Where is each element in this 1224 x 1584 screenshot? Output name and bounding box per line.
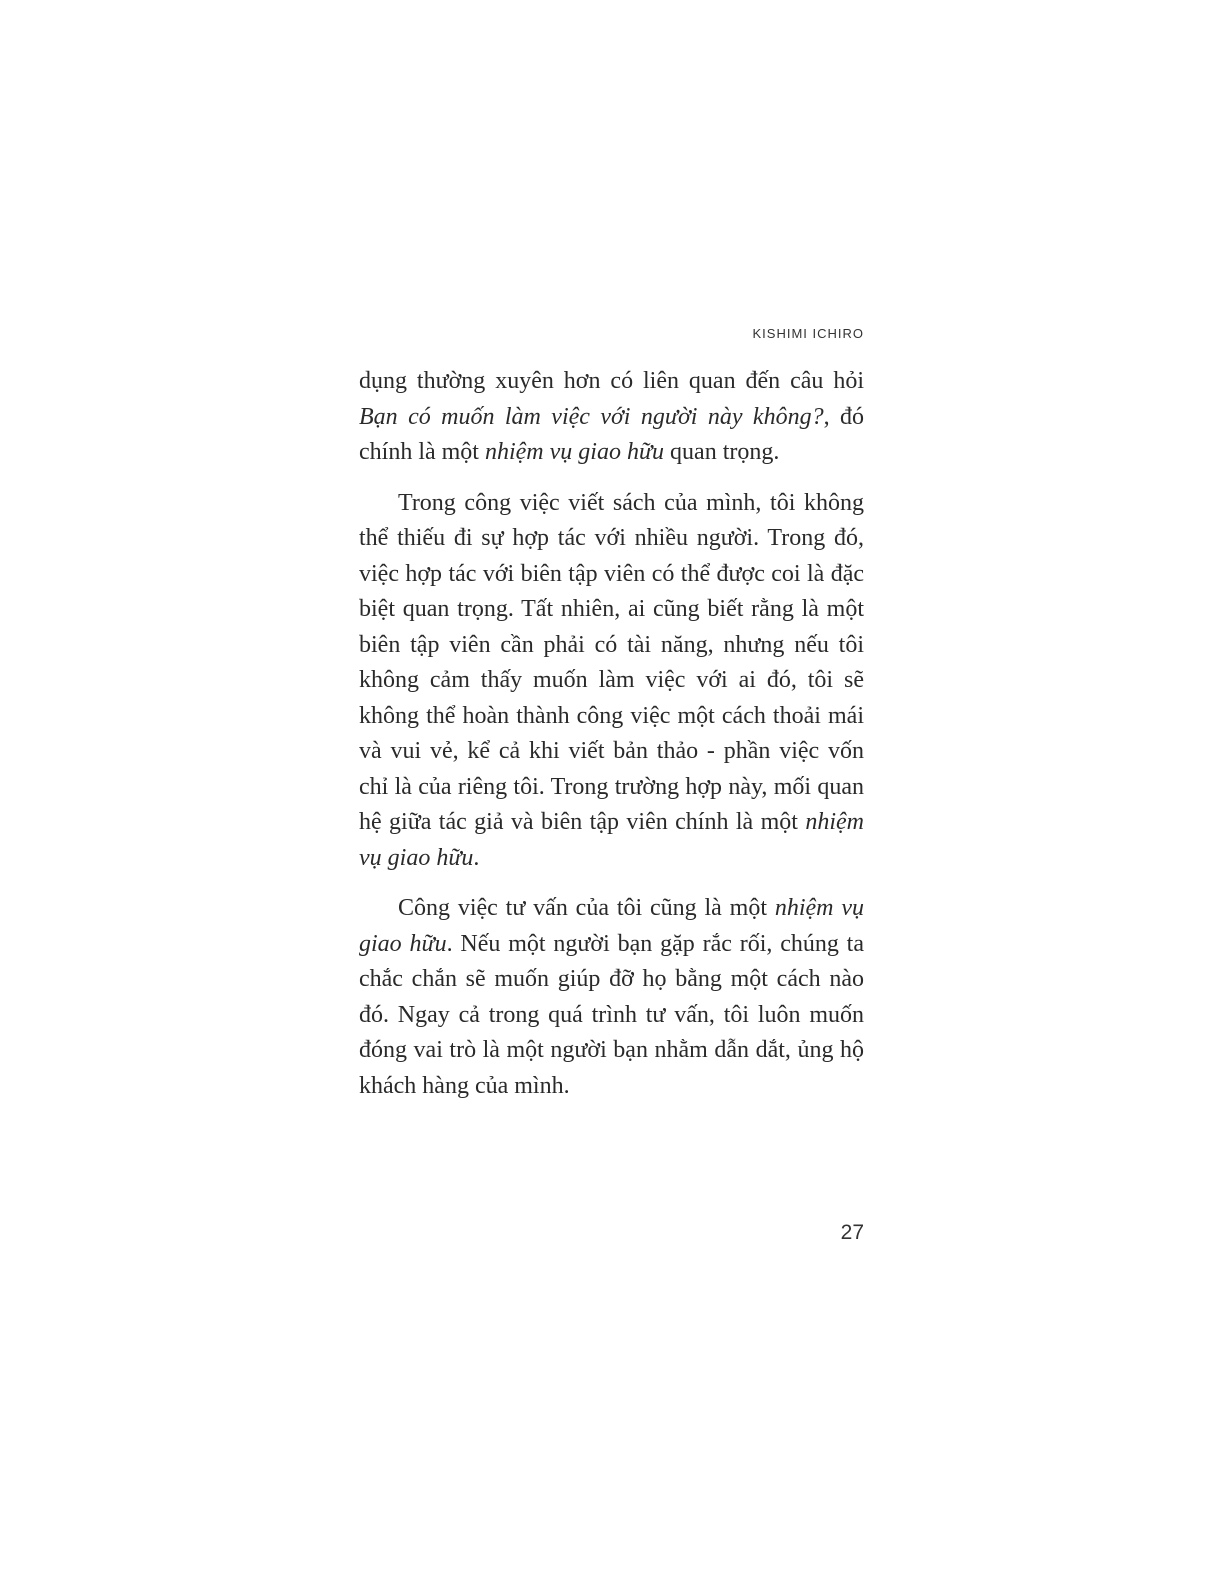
- paragraph-1-text: , đó chính là một: [359, 403, 864, 465]
- paragraph-2-text: Trong công việc viết sách của mình, tôi không thể thiếu đi sự hợp tác với nhiều người. Trong đó, việc hợp tác với biên tập viên có thể được coi là đặc biệt quan trọng. Tất nhiên, ai cũng biết rằng là một biên tập viên cần phải có tài năng, nhưng nếu tôi không cảm thấy muốn làm việc với ai đó, tôi sẽ không thể hoàn thành công việc một cách thoải mái và vui vẻ, kể cả khi viết bản thảo - phần việc vốn chỉ là của riêng tôi. Trong trường hợp này, mối quan hệ giữa tác giả và biên tập viên chính là một: [359, 489, 864, 835]
- paragraph-1: [359, 364, 864, 471]
- paragraph-3-text: . Nếu một người bạn gặp rắc rối, chúng ta chắc chắn sẽ muốn giúp đỡ họ bằng một cách nào đó. Ngay cả trong quá trình tư vấn, tôi luôn muốn đóng vai trò là một người bạn nhằm dẫn dắt, ủng hộ khách hàng của mình.: [359, 930, 864, 1099]
- paragraph-1-italic-question: Bạn có muốn làm việc với người này không?: [359, 403, 824, 430]
- page-number: 27: [840, 1221, 864, 1244]
- paragraph-3-text: Công việc tư vấn của tôi cũng là một: [398, 895, 775, 921]
- running-header-author: KISHIMI ICHIRO: [752, 326, 864, 341]
- body-text: [359, 364, 864, 1104]
- paragraph-1-text: quan trọng.: [664, 439, 780, 465]
- paragraph-1-italic-term: nhiệm vụ giao hữu: [484, 439, 665, 465]
- paragraph-3: [359, 891, 864, 1104]
- paragraph-2-italic-term: nhiệm vụ giao hữu: [359, 809, 864, 871]
- paragraph-2: [359, 486, 864, 877]
- paragraph-2-text: .: [473, 844, 480, 871]
- paragraph-1-text: dụng thường xuyên hơn có liên quan đến câu hỏi: [359, 368, 864, 394]
- paragraph-3-italic-term: nhiệm vụ giao hữu: [359, 895, 864, 957]
